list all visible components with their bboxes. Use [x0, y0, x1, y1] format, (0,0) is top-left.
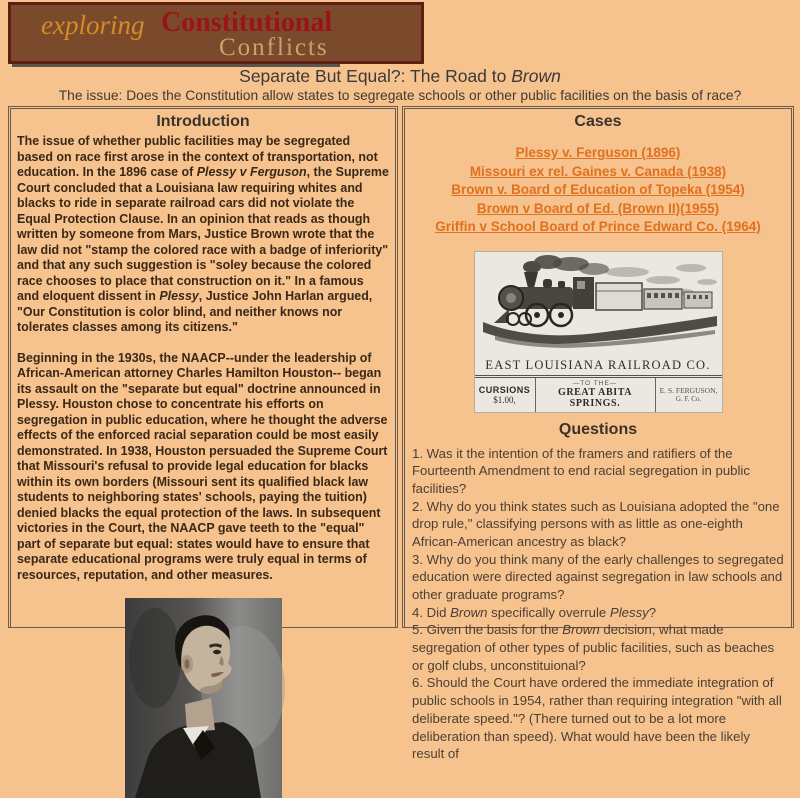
- railroad-ad-to-the: —TO THE—: [572, 380, 618, 387]
- cases-heading: Cases: [574, 113, 622, 130]
- railroad-ad-destination: GREAT ABITA SPRINGS.: [557, 387, 633, 409]
- railroad-ad-image: [474, 251, 723, 413]
- page-title-text: Separate But Equal?: The Road to: [239, 66, 512, 86]
- railroad-ad-price: $1.00,: [493, 394, 516, 405]
- page-title: [0, 66, 800, 87]
- question-item-3: 3. Why do you think many of the early challenges to segregated education were directed against segregation in law schools and other graduate programs?: [412, 551, 784, 602]
- question-item-1: 1. Was it the intention of the framers and ratifiers of the Fourteenth Amendment to end racial segregation in public facilities?: [412, 445, 750, 496]
- houston-portrait-photo: [125, 598, 282, 798]
- locomotive-engraving: [475, 252, 722, 352]
- railroad-ad-right-cell: [655, 378, 722, 412]
- question-item-2: 2. Why do you think states such as Louisiana adopted the "one drop rule," classifying persons with as little as one-eighth African-American ancestry as black?: [412, 498, 780, 549]
- railroad-ad-excursions: CURSIONS: [478, 384, 531, 395]
- case-links-list: [412, 144, 784, 237]
- railroad-ad-title: EAST LOUISIANA RAILROAD CO.: [475, 357, 722, 378]
- page-subtitle: The issue: Does the Constitution allow states to segregate schools or other public facilities on the basis of race?: [58, 88, 742, 103]
- questions-list: [412, 445, 784, 763]
- railroad-ad-agent-title: G. F. Co.: [675, 395, 702, 403]
- railroad-ad-bottom-row: [475, 378, 722, 412]
- railroad-ad-left-cell: [475, 378, 536, 412]
- railroad-ad-mid-cell: [536, 378, 655, 412]
- railroad-ad-agent-name: E. S. FERGUSON,: [659, 386, 718, 395]
- cases-questions-panel: [402, 106, 794, 762]
- intro-paragraph-1: The issue of whether public facilities may be segregated based on race first arose in the context of transportation, not education. In the 1896 case of Plessy v Ferguson, the Supreme Court concluded that a Louisiana law requiring whites and blacks to ride in separate railroad cars did not violate the Equal Protection Clause. In an opinion that reads as though written by someone from Mars, Justice Brown wrote that the law did not "stamp the colored race with a badge of inferiority" and that any such suggestion is "soley because the colored race chooses to place that construction on it." In a famous and eloquent dissent in Plessy, Justice John Harlan argued, "Our Constitution is color blind, and neither knows nor tolerates classes among its citizens.": [17, 134, 389, 334]
- intro-paragraph-2: Beginning in the 1930s, the NAACP--under the leadership of African-American attorney Charles Hamilton Houston-- began its assault on the "separate but equal" doctrine announced in Plessy. Houston chose to concentrate his efforts on segregation in public education, where he thought the adverse effects of the enforced racial separation could be most easily demonstrated. In 1938, Houston persuaded the Supreme Court that Missouri's refusal to provide legal education for blacks within its own borders (Missouri sent its qualified black law students to neighboring states' schools, paying the tuition) denied blacks the equal protection of the laws. In subsequent victories in the Court, the NAACP gave teeth to the "equal" part of separate but equal: states would have to ensure that separate educational programs were truly equal in terms of resources, reputation, and other measures.: [17, 350, 388, 582]
- site-banner: [8, 2, 424, 64]
- case-link-plessy[interactable]: Plessy v. Ferguson (1896): [515, 145, 681, 160]
- question-item-4: 4. Did Brown specifically overrule Plessy?: [412, 604, 657, 620]
- question-item-6: 6. Should the Court have ordered the immediate integration of public schools in 1954, rather than requiring integration "with all deliberate speed."? (There turned out to be a lot more deliberation than speed). What would have been the likely result of: [412, 675, 782, 762]
- introduction-panel: [8, 106, 398, 628]
- case-link-brown-topeka[interactable]: Brown v. Board of Education of Topeka (1954): [451, 182, 745, 197]
- case-link-gaines[interactable]: Missouri ex rel. Gaines v. Canada (1938): [469, 163, 727, 179]
- portrait-illustration: [125, 598, 282, 798]
- cases-questions-panel-inner: [404, 108, 792, 762]
- banner-word-exploring: exploring: [41, 10, 145, 40]
- banner-word-constitutional: Constitutional: [161, 7, 333, 38]
- questions-heading: Questions: [558, 420, 638, 438]
- page-title-case-name: Brown: [511, 66, 561, 86]
- introduction-panel-inner: [10, 108, 396, 628]
- case-link-griffin[interactable]: Griffin v School Board of Prince Edward Co. (1964): [435, 219, 761, 234]
- introduction-heading: Introduction: [156, 113, 250, 130]
- banner-word-conflicts: Conflicts: [219, 34, 329, 61]
- case-link-brown-ii[interactable]: Brown v Board of Ed. (Brown II)(1955): [476, 200, 720, 216]
- question-item-5: 5. Given the basis for the Brown decision, what made segregation of other types of public facilities, such as beaches or golf clubs, unconstituional?: [412, 622, 775, 673]
